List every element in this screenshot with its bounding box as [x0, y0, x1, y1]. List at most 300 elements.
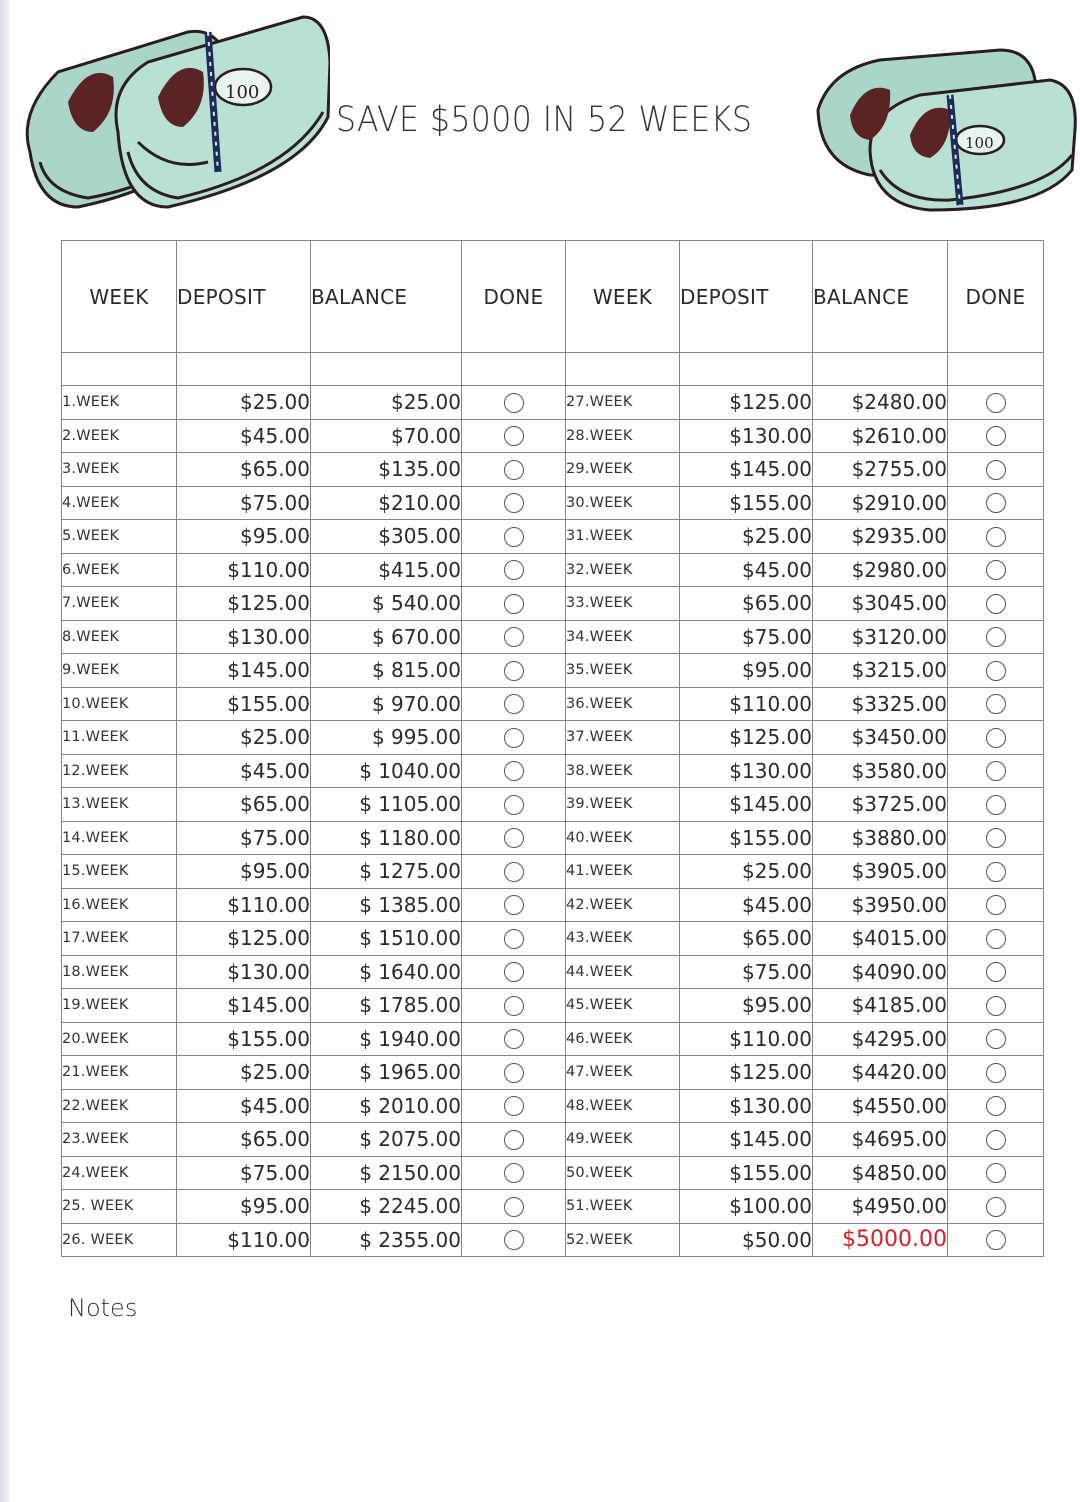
done-cell — [948, 1223, 1044, 1257]
table-row — [62, 1190, 1044, 1224]
week-cell: 13.WEEK — [62, 788, 177, 822]
done-cell — [462, 453, 566, 487]
balance-cell: $ 1105.00 — [311, 788, 462, 822]
deposit-cell: $95.00 — [680, 989, 813, 1023]
deposit-cell: $110.00 — [680, 687, 813, 721]
deposit-cell: $95.00 — [177, 1190, 311, 1224]
table-row — [62, 855, 1044, 889]
week-cell: 7.WEEK — [62, 587, 177, 621]
deposit-cell: $130.00 — [680, 1089, 813, 1123]
deposit-cell: $75.00 — [177, 821, 311, 855]
week-cell: 51.WEEK — [566, 1190, 680, 1224]
done-cell — [462, 486, 566, 520]
balance-cell: $305.00 — [311, 520, 462, 554]
done-cell — [948, 486, 1044, 520]
week-cell: 52.WEEK — [566, 1223, 680, 1257]
balance-cell: $210.00 — [311, 486, 462, 520]
deposit-cell: $65.00 — [177, 1123, 311, 1157]
done-cell — [462, 520, 566, 554]
balance-cell: $3215.00 — [813, 654, 948, 688]
done-checkbox[interactable] — [504, 393, 524, 413]
balance-cell: $ 995.00 — [311, 721, 462, 755]
deposit-cell: $75.00 — [177, 1156, 311, 1190]
deposit-cell: $145.00 — [177, 654, 311, 688]
deposit-cell: $100.00 — [680, 1190, 813, 1224]
deposit-cell: $25.00 — [177, 386, 311, 420]
done-checkbox[interactable] — [986, 1063, 1006, 1083]
week-cell: 8.WEEK — [62, 620, 177, 654]
header-deposit: DEPOSIT — [680, 241, 813, 353]
week-cell: 19.WEEK — [62, 989, 177, 1023]
table-row — [62, 687, 1044, 721]
done-cell — [948, 888, 1044, 922]
deposit-cell: $45.00 — [177, 1089, 311, 1123]
done-cell — [462, 955, 566, 989]
week-cell: 44.WEEK — [566, 955, 680, 989]
week-cell: 35.WEEK — [566, 654, 680, 688]
done-checkbox[interactable] — [504, 761, 524, 781]
balance-cell: $25.00 — [311, 386, 462, 420]
done-checkbox[interactable] — [504, 560, 524, 580]
done-checkbox[interactable] — [986, 1096, 1006, 1116]
done-cell — [462, 1190, 566, 1224]
table-row — [62, 788, 1044, 822]
week-cell: 32.WEEK — [566, 553, 680, 587]
balance-cell: $3045.00 — [813, 587, 948, 621]
week-cell: 41.WEEK — [566, 855, 680, 889]
goal-balance-cell: $5000.00 — [813, 1223, 948, 1257]
done-cell — [948, 654, 1044, 688]
week-cell: 40.WEEK — [566, 821, 680, 855]
week-cell: 16.WEEK — [62, 888, 177, 922]
week-cell: 33.WEEK — [566, 587, 680, 621]
done-checkbox[interactable] — [504, 627, 524, 647]
deposit-cell: $145.00 — [680, 788, 813, 822]
balance-cell: $4850.00 — [813, 1156, 948, 1190]
done-cell — [948, 1156, 1044, 1190]
deposit-cell: $125.00 — [680, 1056, 813, 1090]
balance-cell: $ 670.00 — [311, 620, 462, 654]
done-cell — [948, 721, 1044, 755]
deposit-cell: $75.00 — [680, 620, 813, 654]
deposit-cell: $110.00 — [177, 1223, 311, 1257]
done-checkbox[interactable] — [986, 1197, 1006, 1217]
done-checkbox[interactable] — [986, 627, 1006, 647]
deposit-cell: $45.00 — [177, 419, 311, 453]
done-cell — [948, 1190, 1044, 1224]
spacer-row — [62, 353, 1044, 386]
week-cell: 17.WEEK — [62, 922, 177, 956]
done-cell — [948, 955, 1044, 989]
done-checkbox[interactable] — [986, 1029, 1006, 1049]
deposit-cell: $125.00 — [680, 721, 813, 755]
deposit-cell: $25.00 — [177, 721, 311, 755]
deposit-cell: $125.00 — [177, 587, 311, 621]
table-row — [62, 520, 1044, 554]
done-cell — [462, 419, 566, 453]
done-cell — [948, 453, 1044, 487]
deposit-cell: $130.00 — [177, 955, 311, 989]
done-checkbox[interactable] — [986, 661, 1006, 681]
done-checkbox[interactable] — [986, 728, 1006, 748]
done-checkbox[interactable] — [986, 493, 1006, 513]
done-checkbox[interactable] — [504, 661, 524, 681]
deposit-cell: $130.00 — [680, 754, 813, 788]
week-cell: 37.WEEK — [566, 721, 680, 755]
deposit-cell: $130.00 — [680, 419, 813, 453]
deposit-cell: $65.00 — [177, 788, 311, 822]
balance-cell: $ 2075.00 — [311, 1123, 462, 1157]
table-row — [62, 654, 1044, 688]
balance-cell: $3880.00 — [813, 821, 948, 855]
done-cell — [948, 855, 1044, 889]
done-cell — [948, 821, 1044, 855]
deposit-cell: $155.00 — [177, 1022, 311, 1056]
done-cell — [462, 654, 566, 688]
done-checkbox[interactable] — [986, 1163, 1006, 1183]
week-cell: 39.WEEK — [566, 788, 680, 822]
table-row — [62, 754, 1044, 788]
done-checkbox[interactable] — [504, 1163, 524, 1183]
week-cell: 31.WEEK — [566, 520, 680, 554]
table-row — [62, 888, 1044, 922]
done-checkbox[interactable] — [986, 1230, 1006, 1250]
done-checkbox[interactable] — [986, 828, 1006, 848]
done-checkbox[interactable] — [504, 996, 524, 1016]
done-checkbox[interactable] — [504, 694, 524, 714]
header-row — [62, 241, 1044, 353]
done-checkbox[interactable] — [986, 996, 1006, 1016]
balance-cell: $4185.00 — [813, 989, 948, 1023]
done-cell — [948, 687, 1044, 721]
deposit-cell: $65.00 — [177, 453, 311, 487]
done-checkbox[interactable] — [986, 694, 1006, 714]
done-cell — [462, 1156, 566, 1190]
week-cell: 30.WEEK — [566, 486, 680, 520]
done-checkbox[interactable] — [504, 862, 524, 882]
balance-cell: $135.00 — [311, 453, 462, 487]
balance-cell: $ 1965.00 — [311, 1056, 462, 1090]
done-checkbox[interactable] — [504, 728, 524, 748]
done-checkbox[interactable] — [986, 1130, 1006, 1150]
table-row — [62, 1056, 1044, 1090]
deposit-cell: $110.00 — [680, 1022, 813, 1056]
header-balance: BALANCE — [311, 241, 462, 353]
deposit-cell: $75.00 — [177, 486, 311, 520]
week-cell: 43.WEEK — [566, 922, 680, 956]
header-week: WEEK — [566, 241, 680, 353]
deposit-cell: $25.00 — [680, 855, 813, 889]
deposit-cell: $155.00 — [177, 687, 311, 721]
balance-cell: $3325.00 — [813, 687, 948, 721]
done-checkbox[interactable] — [986, 527, 1006, 547]
deposit-cell: $130.00 — [177, 620, 311, 654]
balance-cell: $3905.00 — [813, 855, 948, 889]
done-cell — [462, 620, 566, 654]
week-cell: 24.WEEK — [62, 1156, 177, 1190]
balance-cell: $ 2150.00 — [311, 1156, 462, 1190]
done-checkbox[interactable] — [986, 594, 1006, 614]
done-checkbox[interactable] — [504, 1230, 524, 1250]
week-cell: 38.WEEK — [566, 754, 680, 788]
balance-cell: $4950.00 — [813, 1190, 948, 1224]
table-row — [62, 821, 1044, 855]
week-cell: 5.WEEK — [62, 520, 177, 554]
week-cell: 46.WEEK — [566, 1022, 680, 1056]
balance-cell: $ 815.00 — [311, 654, 462, 688]
deposit-cell: $95.00 — [177, 520, 311, 554]
done-checkbox[interactable] — [986, 895, 1006, 915]
balance-cell: $ 2355.00 — [311, 1223, 462, 1257]
balance-cell: $2755.00 — [813, 453, 948, 487]
done-cell — [948, 1123, 1044, 1157]
savings-table — [61, 240, 1044, 1257]
done-checkbox[interactable] — [504, 895, 524, 915]
table-row — [62, 922, 1044, 956]
balance-cell: $ 1785.00 — [311, 989, 462, 1023]
done-cell — [948, 520, 1044, 554]
table-row — [62, 553, 1044, 587]
week-cell: 10.WEEK — [62, 687, 177, 721]
deposit-cell: $25.00 — [680, 520, 813, 554]
balance-cell: $4550.00 — [813, 1089, 948, 1123]
balance-cell: $ 540.00 — [311, 587, 462, 621]
week-cell: 36.WEEK — [566, 687, 680, 721]
done-checkbox[interactable] — [504, 527, 524, 547]
week-cell: 1.WEEK — [62, 386, 177, 420]
done-cell — [948, 754, 1044, 788]
balance-cell: $3725.00 — [813, 788, 948, 822]
done-checkbox[interactable] — [504, 460, 524, 480]
deposit-cell: $95.00 — [177, 855, 311, 889]
money-stack-icon — [810, 40, 1078, 212]
page-edge — [0, 0, 9, 1502]
week-cell: 27.WEEK — [566, 386, 680, 420]
deposit-cell: $145.00 — [680, 1123, 813, 1157]
balance-cell: $2610.00 — [813, 419, 948, 453]
table-row — [62, 1123, 1044, 1157]
week-cell: 11.WEEK — [62, 721, 177, 755]
week-cell: 3.WEEK — [62, 453, 177, 487]
week-cell: 29.WEEK — [566, 453, 680, 487]
table-row — [62, 419, 1044, 453]
week-cell: 18.WEEK — [62, 955, 177, 989]
done-checkbox[interactable] — [986, 862, 1006, 882]
table-row — [62, 486, 1044, 520]
done-cell — [462, 587, 566, 621]
done-cell — [948, 1022, 1044, 1056]
week-cell: 15.WEEK — [62, 855, 177, 889]
deposit-cell: $65.00 — [680, 922, 813, 956]
balance-cell: $70.00 — [311, 419, 462, 453]
done-cell — [948, 386, 1044, 420]
balance-cell: $3120.00 — [813, 620, 948, 654]
deposit-cell: $25.00 — [177, 1056, 311, 1090]
notes-label: Notes — [68, 1294, 138, 1322]
done-checkbox[interactable] — [986, 929, 1006, 949]
balance-cell: $2935.00 — [813, 520, 948, 554]
balance-cell: $2980.00 — [813, 553, 948, 587]
balance-cell: $ 1040.00 — [311, 754, 462, 788]
week-cell: 25. WEEK — [62, 1190, 177, 1224]
balance-cell: $4695.00 — [813, 1123, 948, 1157]
done-cell — [948, 989, 1044, 1023]
page-title: SAVE $5000 IN 52 WEEKS — [336, 100, 753, 140]
done-checkbox[interactable] — [986, 795, 1006, 815]
balance-cell: $ 2245.00 — [311, 1190, 462, 1224]
done-checkbox[interactable] — [504, 929, 524, 949]
table-row — [62, 587, 1044, 621]
table-row — [62, 1223, 1044, 1257]
deposit-cell: $145.00 — [177, 989, 311, 1023]
done-cell — [462, 553, 566, 587]
header-deposit: DEPOSIT — [177, 241, 311, 353]
deposit-cell: $145.00 — [680, 453, 813, 487]
balance-cell: $ 1510.00 — [311, 922, 462, 956]
done-cell — [462, 721, 566, 755]
deposit-cell: $45.00 — [680, 553, 813, 587]
done-cell — [948, 1056, 1044, 1090]
balance-cell: $ 2010.00 — [311, 1089, 462, 1123]
done-cell — [462, 687, 566, 721]
deposit-cell: $95.00 — [680, 654, 813, 688]
deposit-cell: $110.00 — [177, 553, 311, 587]
done-checkbox[interactable] — [986, 393, 1006, 413]
done-checkbox[interactable] — [986, 962, 1006, 982]
done-checkbox[interactable] — [504, 1063, 524, 1083]
done-cell — [462, 922, 566, 956]
week-cell: 26. WEEK — [62, 1223, 177, 1257]
done-checkbox[interactable] — [504, 795, 524, 815]
balance-cell: $4090.00 — [813, 955, 948, 989]
deposit-cell: $75.00 — [680, 955, 813, 989]
week-cell: 45.WEEK — [566, 989, 680, 1023]
done-cell — [948, 1089, 1044, 1123]
deposit-cell: $45.00 — [177, 754, 311, 788]
week-cell: 14.WEEK — [62, 821, 177, 855]
balance-cell: $4015.00 — [813, 922, 948, 956]
deposit-cell: $155.00 — [680, 821, 813, 855]
money-stack-icon — [18, 2, 330, 214]
week-cell: 2.WEEK — [62, 419, 177, 453]
done-checkbox[interactable] — [504, 1029, 524, 1049]
done-cell — [462, 386, 566, 420]
done-checkbox[interactable] — [504, 1096, 524, 1116]
balance-cell: $3580.00 — [813, 754, 948, 788]
done-cell — [948, 419, 1044, 453]
table-row — [62, 989, 1044, 1023]
deposit-cell: $125.00 — [177, 922, 311, 956]
done-cell — [462, 855, 566, 889]
done-cell — [948, 922, 1044, 956]
week-cell: 23.WEEK — [62, 1123, 177, 1157]
done-checkbox[interactable] — [504, 594, 524, 614]
week-cell: 48.WEEK — [566, 1089, 680, 1123]
done-cell — [462, 1056, 566, 1090]
done-cell — [462, 754, 566, 788]
header-done: DONE — [462, 241, 566, 353]
balance-cell: $2480.00 — [813, 386, 948, 420]
svg-text:100: 100 — [225, 82, 260, 103]
done-cell — [462, 788, 566, 822]
done-cell — [462, 1089, 566, 1123]
balance-cell: $3950.00 — [813, 888, 948, 922]
done-cell — [462, 821, 566, 855]
deposit-cell: $50.00 — [680, 1223, 813, 1257]
done-checkbox[interactable] — [504, 1130, 524, 1150]
balance-cell: $ 1275.00 — [311, 855, 462, 889]
table-row — [62, 955, 1044, 989]
table-row — [62, 453, 1044, 487]
balance-cell: $ 1940.00 — [311, 1022, 462, 1056]
balance-cell: $4420.00 — [813, 1056, 948, 1090]
table-row — [62, 620, 1044, 654]
balance-cell: $415.00 — [311, 553, 462, 587]
done-checkbox[interactable] — [504, 828, 524, 848]
done-checkbox[interactable] — [986, 560, 1006, 580]
table-row — [62, 1089, 1044, 1123]
week-cell: 28.WEEK — [566, 419, 680, 453]
table-row — [62, 386, 1044, 420]
done-cell — [462, 1022, 566, 1056]
done-cell — [948, 553, 1044, 587]
done-cell — [948, 788, 1044, 822]
week-cell: 21.WEEK — [62, 1056, 177, 1090]
done-checkbox[interactable] — [504, 1197, 524, 1217]
deposit-cell: $155.00 — [680, 1156, 813, 1190]
balance-cell: $ 970.00 — [311, 687, 462, 721]
balance-cell: $4295.00 — [813, 1022, 948, 1056]
done-cell — [948, 620, 1044, 654]
balance-cell: $ 1640.00 — [311, 955, 462, 989]
balance-cell: $ 1385.00 — [311, 888, 462, 922]
done-checkbox[interactable] — [986, 426, 1006, 446]
done-cell — [462, 1123, 566, 1157]
week-cell: 4.WEEK — [62, 486, 177, 520]
header-balance: BALANCE — [813, 241, 948, 353]
done-cell — [948, 587, 1044, 621]
balance-cell: $3450.00 — [813, 721, 948, 755]
deposit-cell: $110.00 — [177, 888, 311, 922]
deposit-cell: $65.00 — [680, 587, 813, 621]
deposit-cell: $45.00 — [680, 888, 813, 922]
week-cell: 42.WEEK — [566, 888, 680, 922]
table-row — [62, 1022, 1044, 1056]
done-checkbox[interactable] — [986, 761, 1006, 781]
table-row — [62, 1156, 1044, 1190]
done-cell — [462, 989, 566, 1023]
table-row — [62, 721, 1044, 755]
week-cell: 12.WEEK — [62, 754, 177, 788]
week-cell: 34.WEEK — [566, 620, 680, 654]
week-cell: 22.WEEK — [62, 1089, 177, 1123]
done-checkbox[interactable] — [986, 460, 1006, 480]
week-cell: 50.WEEK — [566, 1156, 680, 1190]
deposit-cell: $155.00 — [680, 486, 813, 520]
svg-text:100: 100 — [965, 134, 994, 152]
deposit-cell: $125.00 — [680, 386, 813, 420]
week-cell: 6.WEEK — [62, 553, 177, 587]
header-done: DONE — [948, 241, 1044, 353]
done-checkbox[interactable] — [504, 962, 524, 982]
week-cell: 47.WEEK — [566, 1056, 680, 1090]
done-checkbox[interactable] — [504, 493, 524, 513]
done-checkbox[interactable] — [504, 426, 524, 446]
balance-cell: $2910.00 — [813, 486, 948, 520]
week-cell: 20.WEEK — [62, 1022, 177, 1056]
week-cell: 9.WEEK — [62, 654, 177, 688]
week-cell: 49.WEEK — [566, 1123, 680, 1157]
